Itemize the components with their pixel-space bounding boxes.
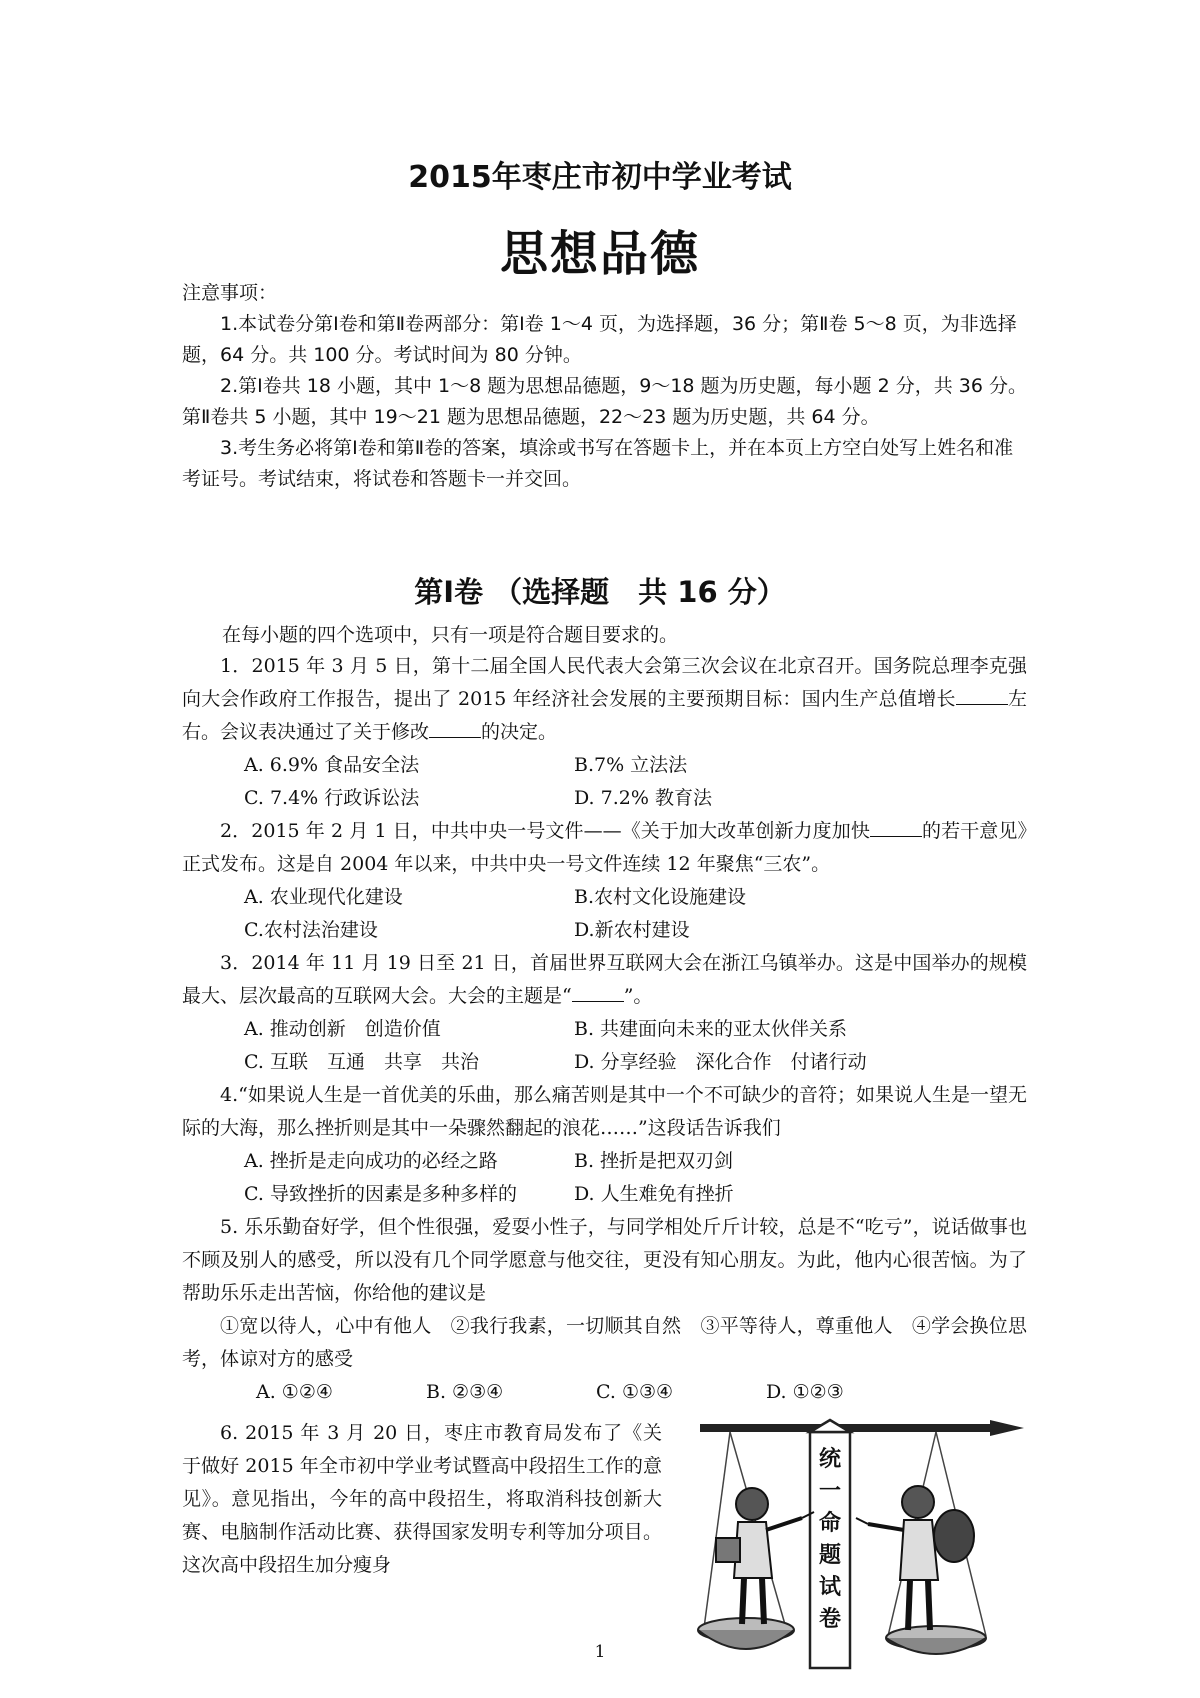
cartoon-label-char: 一	[818, 1479, 842, 1504]
q5-option-d: D. ①②③	[766, 1381, 844, 1403]
cartoon-label-char: 命	[818, 1511, 842, 1536]
q2-option-b: B.农村文化设施建设	[574, 886, 747, 908]
cartoon-label-char: 试	[818, 1575, 842, 1600]
exam-title: 2015年枣庄市初中学业考试	[408, 160, 792, 195]
answer-blank	[870, 835, 922, 837]
q5-option-c: C. ①③④	[596, 1381, 674, 1403]
question-2-stem	[182, 815, 1027, 881]
questions-block	[182, 650, 1027, 1409]
question-5-stem: 5. 乐乐勤奋好学，但个性很强，爱耍小性子，与同学相处斤斤计较，总是不“吃亏”，说话做事也不顾及别人的感受，所以没有几个同学愿意与他交往，更没有知心朋友。为此，他内心很苦恼。为了帮助乐乐走出苦恼，你给他的建议是	[182, 1216, 1027, 1304]
subject-title: 思想品德	[499, 226, 700, 282]
q4-options-row	[182, 1178, 1027, 1211]
q1-options-row	[182, 749, 1027, 782]
q2-stem-part: 的若干意见》正式发布。这是自 2004 年以来，中共中央一号文件连续 12 年聚焦“三农”。	[182, 820, 1027, 875]
question-6-block	[182, 1417, 662, 1582]
question-6-stem: 6. 2015 年 3 月 20 日，枣庄市教育局发布了《关于做好 2015 年全市初中学业考试暨高中段招生工作的意见》。意见指出，今年的高中段招生，将取消科技创新大赛、电脑制作活动比赛、获得国家发明专利等加分项目。这次高中段招生加分瘦身	[182, 1422, 662, 1576]
cartoon-label-char: 题	[818, 1543, 842, 1568]
q1-options-row	[182, 782, 1027, 815]
q2-options-row	[182, 881, 1027, 914]
q2-stem-part: 2．2015 年 2 月 1 日，中共中央一号文件——《关于加大改革创新力度加快	[220, 820, 870, 842]
answer-blank	[429, 736, 481, 738]
q3-options-row	[182, 1046, 1027, 1079]
section-instruction: 在每小题的四个选项中，只有一项是符合题目要求的。	[222, 624, 679, 646]
notes-heading: 注意事项：	[182, 282, 278, 304]
q1-stem-part: 的决定。	[481, 721, 558, 743]
q2-option-c: C.农村法治建设	[244, 919, 378, 941]
q2-options-row	[182, 914, 1027, 947]
q2-option-d: D.新农村建设	[574, 919, 690, 941]
balance-scale-cartoon	[690, 1418, 1034, 1670]
section-title: 第Ⅰ卷 （选择题 共 16 分）	[414, 575, 786, 609]
q4-option-c: C. 导致挫折的因素是多种多样的	[244, 1183, 517, 1205]
q5-option-a: A. ①②④	[256, 1381, 333, 1403]
question-3-stem	[182, 947, 1027, 1013]
notes-block	[182, 278, 1027, 495]
q5-options-row	[182, 1376, 1027, 1409]
question-4-stem: 4.“如果说人生是一首优美的乐曲，那么痛苦则是其中一个不可缺少的音符；如果说人生是一望无际的大海，那么挫折则是其中一朵骤然翻起的浪花……”这段话告诉我们	[182, 1084, 1027, 1139]
answer-blank	[956, 703, 1008, 705]
cartoon-label-char: 统	[818, 1447, 842, 1472]
note-item-1: 1.本试卷分第Ⅰ卷和第Ⅱ卷两部分：第Ⅰ卷 1～4 页，为选择题，36 分；第Ⅱ卷 5～8 页，为非选择题，64 分。共 100 分。考试时间为 80 分钟。	[182, 313, 1017, 366]
q2-option-a: A. 农业现代化建设	[244, 886, 403, 908]
q1-option-d: D. 7.2% 教育法	[574, 787, 712, 809]
cartoon-label-char: 卷	[818, 1607, 842, 1632]
question-5-choices: ①宽以待人，心中有他人 ②我行我素，一切顺其自然 ③平等待人，尊重他人 ④学会换位思考，体谅对方的感受	[182, 1315, 1027, 1370]
q3-stem-part: ”。	[623, 985, 653, 1007]
note-item-2: 2.第Ⅰ卷共 18 小题，其中 1～8 题为思想品德题，9～18 题为历史题，每小题 2 分，共 36 分。第Ⅱ卷共 5 小题，其中 19～21 题为思想品德题，22～23 题为历史题，共 64 分。	[182, 375, 1027, 428]
q1-stem-part: 左右。会议表决通过了关于修改	[182, 688, 1027, 743]
q5-option-b: B. ②③④	[426, 1381, 504, 1403]
q4-option-a: A. 挫折是走向成功的必经之路	[244, 1150, 498, 1172]
q3-option-d: D. 分享经验 深化合作 付诸行动	[574, 1051, 867, 1073]
q3-options-row	[182, 1013, 1027, 1046]
q1-option-c: C. 7.4% 行政诉讼法	[244, 787, 420, 809]
q3-option-b: B. 共建面向未来的亚太伙伴关系	[574, 1018, 848, 1040]
question-1-stem	[182, 650, 1027, 749]
q1-stem-part: 1．2015 年 3 月 5 日，第十二届全国人民代表大会第三次会议在北京召开。国务院总理李克强向大会作政府工作报告，提出了 2015 年经济社会发展的主要预期目标：国内生产总值增长	[182, 655, 1027, 710]
q3-stem-part: 3．2014 年 11 月 19 日至 21 日，首届世界互联网大会在浙江乌镇举办。这是中国举办的规模最大、层次最高的互联网大会。大会的主题是“	[182, 952, 1027, 1007]
q1-option-b: B.7% 立法法	[574, 754, 688, 776]
q4-option-d: D. 人生难免有挫折	[574, 1183, 734, 1205]
q4-option-b: B. 挫折是把双刃剑	[574, 1150, 734, 1172]
q3-option-a: A. 推动创新 创造价值	[244, 1018, 441, 1040]
q4-options-row	[182, 1145, 1027, 1178]
note-item-3: 3.考生务必将第Ⅰ卷和第Ⅱ卷的答案，填涂或书写在答题卡上，并在本页上方空白处写上姓名和准考证号。考试结束，将试卷和答题卡一并交回。	[182, 437, 1014, 490]
page-number: 1	[594, 1642, 606, 1662]
q3-option-c: C. 互联 互通 共享 共治	[244, 1051, 479, 1073]
q1-option-a: A. 6.9% 食品安全法	[244, 754, 420, 776]
answer-blank	[572, 1000, 624, 1002]
